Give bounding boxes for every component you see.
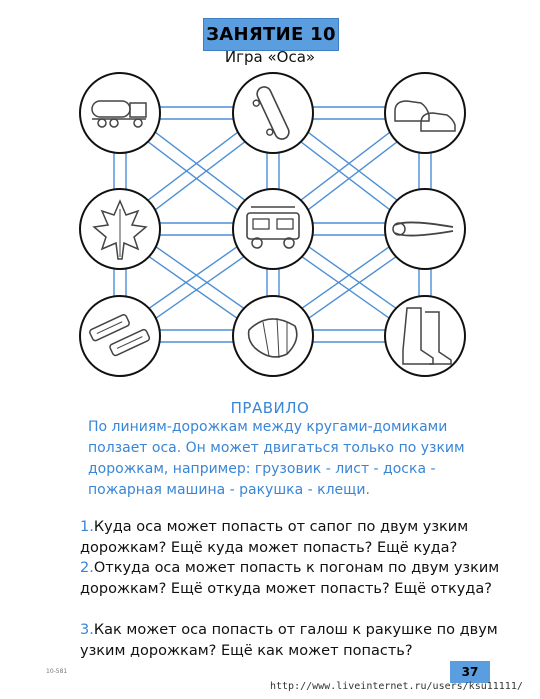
node-circle [233,296,313,376]
node-circle [233,73,313,153]
question-text: Откуда оса может попасть к погонам по двум узким дорожкам? Ещё откуда может попасть? Ещё откуда? [80,560,500,597]
question-number: 2. [80,560,94,576]
node-truck [80,73,160,153]
node-leaf [80,189,160,269]
node-circle [233,189,313,269]
question-text: Куда оса может попасть от сапог по двум узким дорожкам? Ещё куда может попасть? Ещё куда? [80,519,469,556]
node-circle [385,73,465,153]
node-epaulettes [80,296,160,376]
question-3 [80,620,500,662]
question-number: 1. [80,519,94,535]
rule-title: ПРАВИЛО [230,399,310,417]
page-number: 37 [450,661,490,683]
node-shell [233,296,313,376]
node-pincers [385,189,465,269]
rule-text: По линиям-дорожкам между кругами-домиками ползает оса. Он может двигаться только по узким дорожкам, например: грузовик - лист - доска - пожарная машина - ракушка - клещи. [88,419,465,498]
lesson-title: ЗАНЯТИЕ 10 [206,24,336,45]
node-skateboard [233,73,313,153]
circle-nodes [80,73,465,376]
node-firetruck [233,189,313,269]
game-subtitle: Игра «Оса» [224,48,316,66]
node-circle [80,73,160,153]
node-boots [385,296,465,376]
watermark-url: http://www.liveinternet.ru/users/ksu11111/ [270,681,523,692]
question-text: Как может оса попасть от галош к ракушке по двум узким дорожкам? Ещё как может попасть? [80,622,498,659]
question-1 [80,517,500,559]
question-number: 3. [80,622,94,638]
question-2 [80,558,500,600]
node-circle [385,189,465,269]
print-code: 10-581 [46,668,68,675]
node-galoshes [385,73,465,153]
